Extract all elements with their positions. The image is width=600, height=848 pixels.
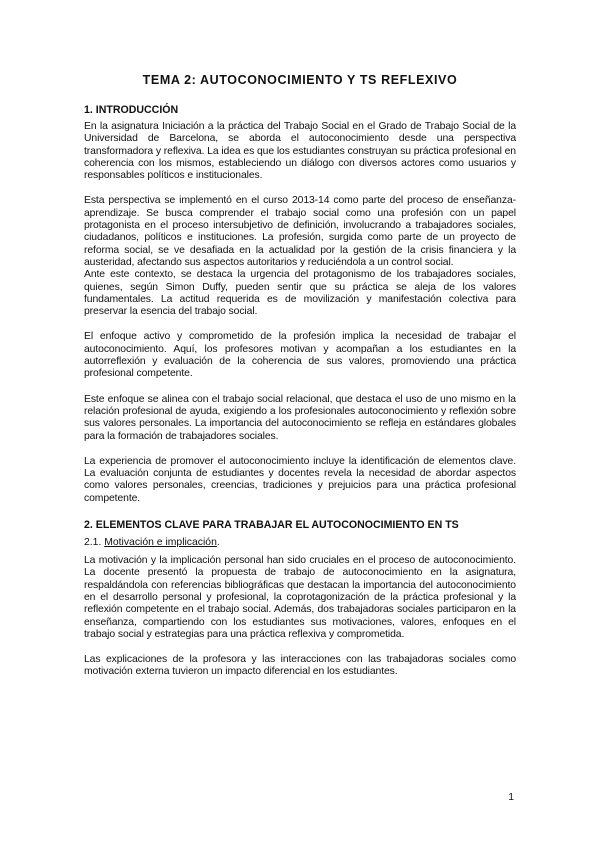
paragraph: El enfoque activo y comprometido de la profesión implica la necesidad de trabajar el autoconocimiento. Aquí, los profesores motivan y acompañan a los estudiantes en la autorreflexión y evaluación de la coherencia de sus valores, promoviendo una práctica profesional competente. xyxy=(84,331,516,380)
subsection-number: 2.1. xyxy=(84,537,102,549)
subsection-suffix: . xyxy=(216,537,220,549)
document-title: TEMA 2: AUTOCONOCIMIENTO Y TS REFLEXIVO xyxy=(142,73,458,87)
paragraph: La motivación y la implicación personal han sido cruciales en el proceso de autoconocimiento. La docente presentó la propuesta de trabajo de autoconocimiento en la asignatura, respaldándola con referencias bibliográficas que destacan la importancia del autoconocimiento en el desarrollo personal y profesional, la coprotagonización de la práctica profesional y la reflexión competente en el trabajo social. Además, dos trabajadoras sociales participaron en la enseñanza, compartiendo con los estudiantes sus motivaciones, valores, enfoques en el trabajo social y estrategias para una práctica reflexiva y comprometida. xyxy=(84,555,516,640)
paragraph: La experiencia de promover el autoconocimiento incluye la identificación de elementos clave. La evaluación conjunta de estudiantes y docentes revela la necesidad de abordar aspectos como valores personales, creencias, tradiciones y prejuicios para una práctica profesional competente. xyxy=(84,455,516,504)
paragraph: Las explicaciones de la profesora y las interacciones con las trabajadoras sociales como motivación externa tuvieron un impacto diferencial en los estudiantes. xyxy=(84,654,516,678)
page-number: 1 xyxy=(508,792,514,803)
paragraph: En la asignatura Iniciación a la práctica del Trabajo Social en el Grado de Trabajo Social de la Universidad de Barcelona, se aborda el autoconocimiento desde una perspectiva transformadora y reflexiva. La idea es que los estudiantes construyan su práctica profesional en coherencia con los mismos, estableciendo un diálogo con diversos actores como usuarios y responsables políticos e institucionales. xyxy=(84,121,516,182)
subsection-heading xyxy=(84,536,516,550)
section-heading-introduccion: 1. INTRODUCCIÓN xyxy=(84,104,179,116)
paragraph: Este enfoque se alinea con el trabajo social relacional, que destaca el uso de uno mismo en la relación profesional de ayuda, exigiendo a los profesionales autoconocimiento y reflexión sobre sus valores personales. La importancia del autoconocimiento se refleja en estándares globales para la formación de trabajadores sociales. xyxy=(84,393,516,442)
paragraph: Ante este contexto, se destaca la urgencia del protagonismo de los trabajadores sociales, quienes, según Simon Duffy, pueden sentir que su práctica se aleja de los valores fundamentales. La actitud requerida es de movilización y manifestación colectiva para preservar la esencia del trabajo social. xyxy=(84,269,516,318)
section-heading-elementos-clave: 2. ELEMENTOS CLAVE PARA TRABAJAR EL AUTOCONOCIMIENTO EN TS xyxy=(84,519,459,532)
document-body xyxy=(84,103,516,692)
subsection-title: Motivación e implicación xyxy=(104,537,217,549)
paragraph: Esta perspectiva se implementó en el curso 2013-14 como parte del proceso de enseñanza-aprendizaje. Se busca comprender el trabajo social como una profesión con un papel protagonista en el proceso intersubjetivo de definición, involucrando a trabajadores sociales, ciudadanos, políticos e instituciones. La profesión, surgida como parte de un proyecto de reforma social, se ve desafiada en la actualidad por la gestión de la crisis financiera y la austeridad, afectando sus aspectos autoritarios y reduciéndola a un control social. xyxy=(84,195,516,268)
